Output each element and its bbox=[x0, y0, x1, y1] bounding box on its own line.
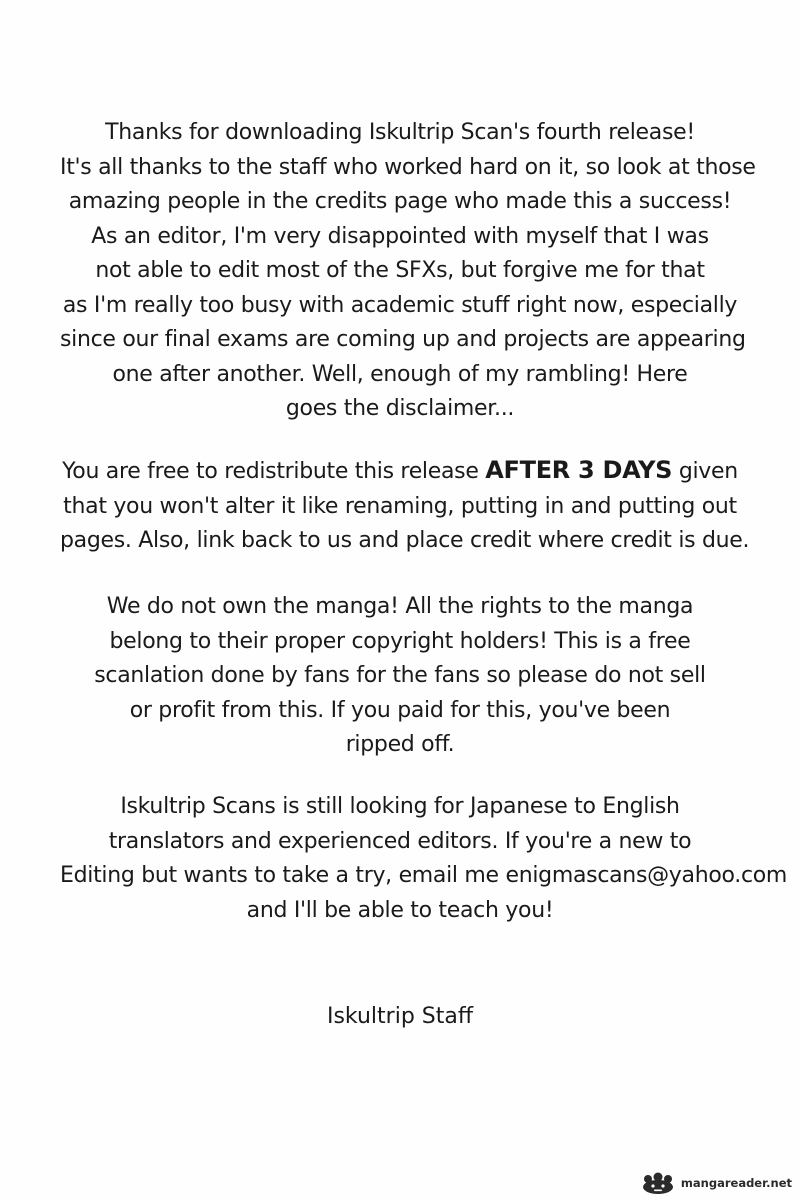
recruitment-paragraph bbox=[60, 790, 788, 928]
site-watermark bbox=[639, 1170, 792, 1196]
intro-paragraph bbox=[60, 116, 756, 427]
intro-line: one after another. Well, enough of my rambling! Here bbox=[112, 361, 688, 387]
intro-line: goes the disclaimer... bbox=[285, 396, 515, 421]
disclaimer-paragraph bbox=[60, 590, 740, 763]
redistribution-text: given bbox=[672, 459, 738, 484]
waiting-period-emphasis: AFTER 3 DAYS bbox=[485, 456, 673, 484]
recruitment-line: Iskultrip Scans is still looking for Japanese to English bbox=[120, 794, 680, 819]
intro-line: It's all thanks to the staff who worked hard on it, so look at those bbox=[60, 154, 756, 180]
intro-line: since our final exams are coming up and projects are appearing bbox=[60, 327, 746, 352]
redistribution-line: that you won't alter it like renaming, putting in and putting out bbox=[63, 493, 737, 519]
mangareader-logo-icon bbox=[639, 1171, 677, 1195]
disclaimer-line: scanlation done by fans for the fans so please do not sell bbox=[94, 663, 706, 688]
intro-line: As an editor, I'm very disappointed with myself that I was bbox=[91, 223, 709, 249]
intro-line: Thanks for downloading Iskultrip Scan's fourth release! bbox=[105, 120, 695, 145]
intro-line: amazing people in the credits page who made this a success! bbox=[68, 189, 732, 214]
redistribution-line bbox=[60, 453, 740, 490]
intro-line: as I'm really too busy with academic stuff right now, especially bbox=[62, 292, 738, 318]
recruitment-line: Editing but wants to take a try, email me enigmascans@yahoo.com bbox=[60, 863, 788, 888]
intro-line: not able to edit most of the SFXs, but forgive me for that bbox=[95, 258, 705, 283]
recruitment-line: translators and experienced editors. If you're a new to bbox=[108, 828, 692, 854]
redistribution-text: You are free to redistribute this release bbox=[62, 459, 486, 484]
staff-signature: Iskultrip Staff bbox=[326, 1004, 474, 1029]
disclaimer-line: belong to their proper copyright holders! This is a free bbox=[109, 628, 691, 654]
redistribution-line: pages. Also, link back to us and place credit where credit is due. bbox=[60, 528, 750, 553]
watermark-text: mangareader.net bbox=[680, 1176, 792, 1190]
disclaimer-line: ripped off. bbox=[345, 732, 455, 757]
disclaimer-line: or profit from this. If you paid for this, you've been bbox=[129, 697, 671, 723]
redistribution-paragraph bbox=[60, 453, 750, 559]
recruitment-line: and I'll be able to teach you! bbox=[246, 897, 554, 923]
disclaimer-line: We do not own the manga! All the rights to the manga bbox=[106, 594, 694, 619]
